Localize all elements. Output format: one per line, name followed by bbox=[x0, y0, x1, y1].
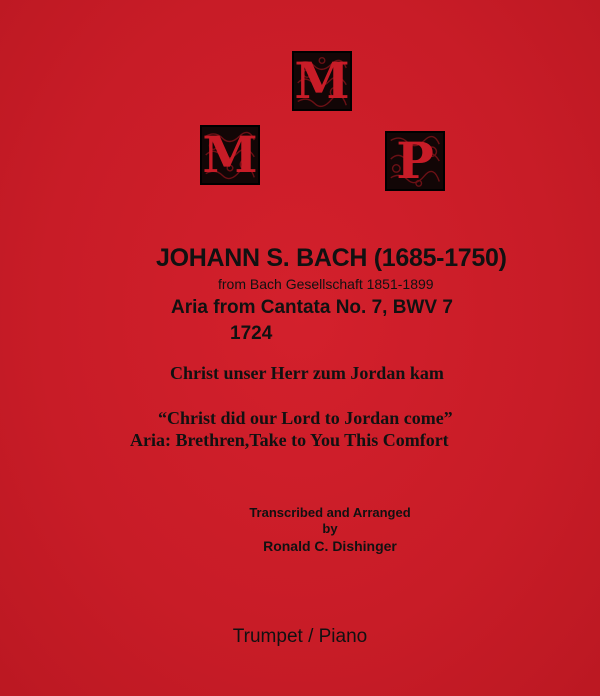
english-title: “Christ did our Lord to Jordan come” bbox=[158, 408, 453, 428]
arranger-name: Ronald C. Dishinger bbox=[263, 538, 397, 554]
instrumentation: Trumpet / Piano bbox=[232, 626, 368, 647]
logo-tile-top bbox=[292, 51, 352, 111]
year: 1724 bbox=[230, 323, 273, 344]
german-title: Christ unser Herr zum Jordan kam bbox=[170, 363, 444, 383]
logo-tile-right bbox=[385, 131, 445, 191]
credit-by: by bbox=[322, 521, 338, 536]
logo-letter-m-top: M bbox=[294, 51, 350, 110]
aria-title: Aria: Brethren,Take to You This Comfort bbox=[130, 430, 449, 450]
logo-letter-p-right: P bbox=[396, 131, 434, 190]
credit-line: Transcribed and Arranged bbox=[249, 505, 411, 520]
source-line: from Bach Gesellschaft 1851-1899 bbox=[218, 276, 434, 292]
logo-letter-m-left: M bbox=[202, 125, 258, 184]
composer-heading: JOHANN S. BACH (1685-1750) bbox=[156, 244, 507, 272]
logo-tile-left bbox=[200, 125, 260, 185]
work-title: Aria from Cantata No. 7, BWV 7 bbox=[171, 297, 453, 318]
